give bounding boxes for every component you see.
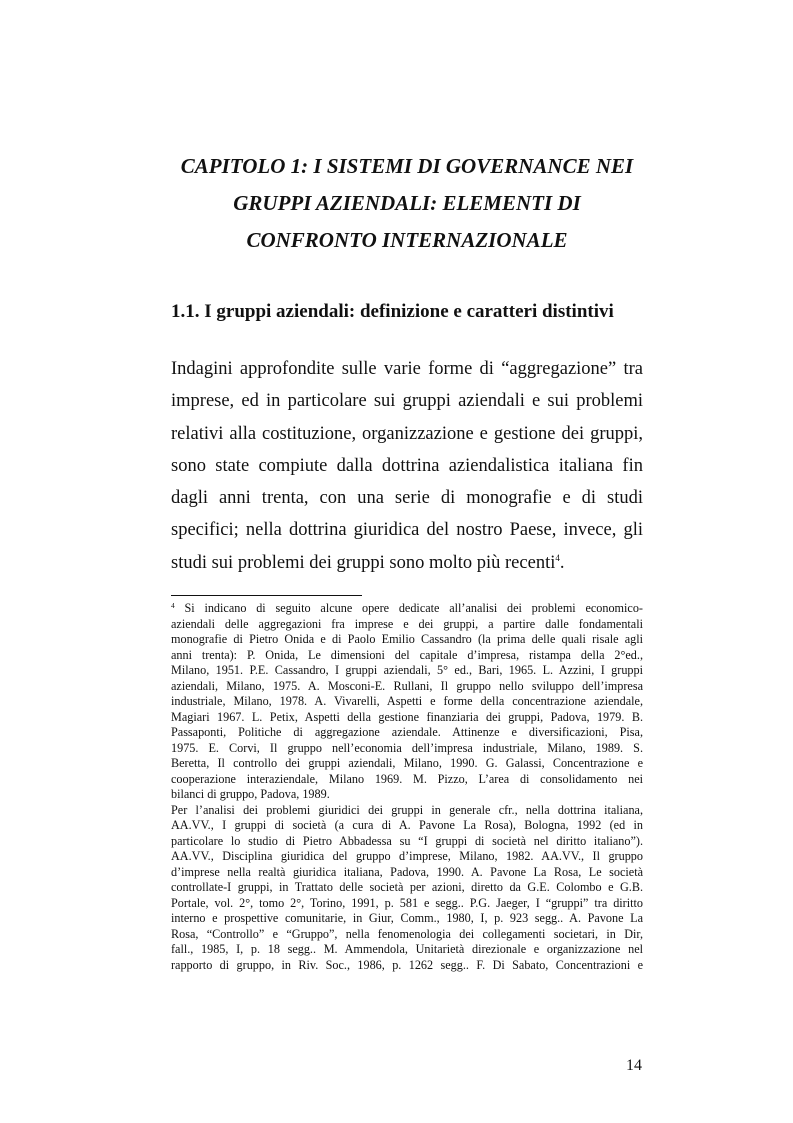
footnote-line bbox=[171, 601, 643, 617]
footnote-line: Passaponti, Politiche di aggregazione aziendale. Attinenze e diversificazioni, Pisa, bbox=[171, 725, 643, 739]
body-paragraph bbox=[171, 353, 643, 579]
footnote-line: aziendali, Milano, 1975. A. Mosconi-E. Rullani, Il gruppo nello sviluppo dell’impresa bbox=[171, 678, 643, 693]
footnote-line: Magiari 1967. L. Petix, Aspetti della gestione finanziaria dei gruppi, Padova, 1979. B. bbox=[171, 709, 643, 724]
footnote-line: Per l’analisi dei problemi giuridici dei gruppi in generale cfr., nella dottrina italiana, bbox=[171, 802, 643, 817]
section-heading: 1.1. I gruppi aziendali: definizione e caratteri distintivi bbox=[171, 301, 614, 322]
footnote-line: 1975. E. Corvi, Il gruppo nell’economia dell’impresa industriale, Milano, 1989. S. bbox=[171, 740, 643, 755]
body-line: imprese, ed in particolare sui gruppi aziendali e sui problemi bbox=[171, 391, 643, 412]
footnote-line: fall., 1985, I, p. 18 segg.. M. Ammendola, Unitarietà direzionale e organizzazione nel bbox=[171, 942, 643, 956]
footnote-4 bbox=[171, 601, 643, 973]
footnote-line: bilanci di gruppo, Padova, 1989. bbox=[171, 787, 330, 801]
body-line: relativi alla costituzione, organizzazione e gestione dei gruppi, bbox=[171, 423, 643, 444]
body-line-last bbox=[171, 547, 643, 579]
body-line: dagli anni trenta, con una serie di monografie e di studi bbox=[171, 488, 643, 509]
footnote-line-text: Si indicano di seguito alcune opere dedicate all’analisi dei problemi economico- bbox=[174, 601, 643, 615]
footnote-marker: 4 bbox=[171, 601, 175, 610]
footnote-line: controllate-I gruppi, in Trattato delle società per azioni, diretto da G.E. Colombo e G.B. bbox=[171, 880, 643, 894]
footnote-line: industriale, Milano, 1978. A. Vivarelli, Aspetti e forme della concentrazione aziendale, bbox=[171, 694, 643, 708]
body-line: Indagini approfondite sulle varie forme di “aggregazione” tra bbox=[171, 359, 643, 379]
footnote-line: AA.VV., I gruppi di società (a cura di A. Pavone La Rosa), Bologna, 1992 (ed in bbox=[171, 818, 643, 832]
footnote-line: cooperazione interaziendale, Milano 1969. M. Pizzo, L’area di consolidamento nei bbox=[171, 771, 643, 786]
chapter-title bbox=[171, 148, 643, 259]
footnote-line: Beretta, Il controllo dei gruppi aziendali, Milano, 1990. G. Galassi, Concentrazione e bbox=[171, 756, 643, 770]
footnote-line: rapporto di gruppo, in Riv. Soc., 1986, p. 1262 segg.. F. Di Sabato, Concentrazioni e bbox=[171, 957, 643, 972]
footnote-line: Milano, 1951. P.E. Cassandro, I gruppi aziendali, 5° ed., Bari, 1965. L. Azzini, I gruppi bbox=[171, 663, 643, 677]
footnote-line: anni trenta): P. Onida, Le dimensioni del capitale d’impresa, ristampa della 2°ed., bbox=[171, 647, 643, 662]
chapter-title-line: CONFRONTO INTERNAZIONALE bbox=[246, 228, 568, 252]
footnote-divider bbox=[171, 595, 362, 596]
body-line-text: studi sui problemi dei gruppi sono molto più recenti bbox=[171, 552, 556, 573]
footnote-line: d’imprese nella realtà giuridica italiana, Padova, 1990. A. Pavone La Rosa, Le società bbox=[171, 864, 643, 879]
chapter-title-line: GRUPPI AZIENDALI: ELEMENTI DI bbox=[233, 191, 581, 215]
footnote-line: Portale, vol. 2°, tomo 2°, Torino, 1991, p. 581 e segg.. P.G. Jaeger, I “gruppi” tra diritto bbox=[171, 895, 643, 910]
chapter-title-line: CAPITOLO 1: I SISTEMI DI GOVERNANCE NEI bbox=[180, 154, 634, 178]
footnote-line: interno e prospettive comunitarie, in Giur, Comm., 1980, I, p. 923 segg.. A. Pavone La bbox=[171, 911, 643, 925]
body-line: specifici; nella dottrina giuridica del nostro Paese, invece, gli bbox=[171, 520, 643, 541]
footnote-line: particolare lo studio di Pietro Abbadessa su “I gruppi di società nel diritto italiano”). bbox=[171, 833, 643, 848]
body-line: sono state compiute dalla dottrina aziendalistica italiana fin bbox=[171, 455, 643, 476]
body-line-end: . bbox=[559, 552, 565, 573]
footnote-line: monografie di Pietro Onida e di Paolo Emilio Cassandro (la prima delle quali risale agli bbox=[171, 632, 643, 646]
footnote-reference[interactable]: 4 bbox=[555, 552, 560, 563]
footnote-line: AA.VV., Disciplina giuridica del gruppo d’imprese, Milano, 1982. AA.VV., Il gruppo bbox=[171, 849, 643, 863]
page-number: 14 bbox=[626, 1057, 642, 1074]
footnote-line: aziendali delle aggregazioni fra imprese e dei gruppi, a partire dalle fondamentali bbox=[171, 616, 643, 631]
footnote-line: Rosa, “Controllo” e “Gruppo”, nella fenomenologia dei collegamenti societari, in Dir, bbox=[171, 926, 643, 941]
